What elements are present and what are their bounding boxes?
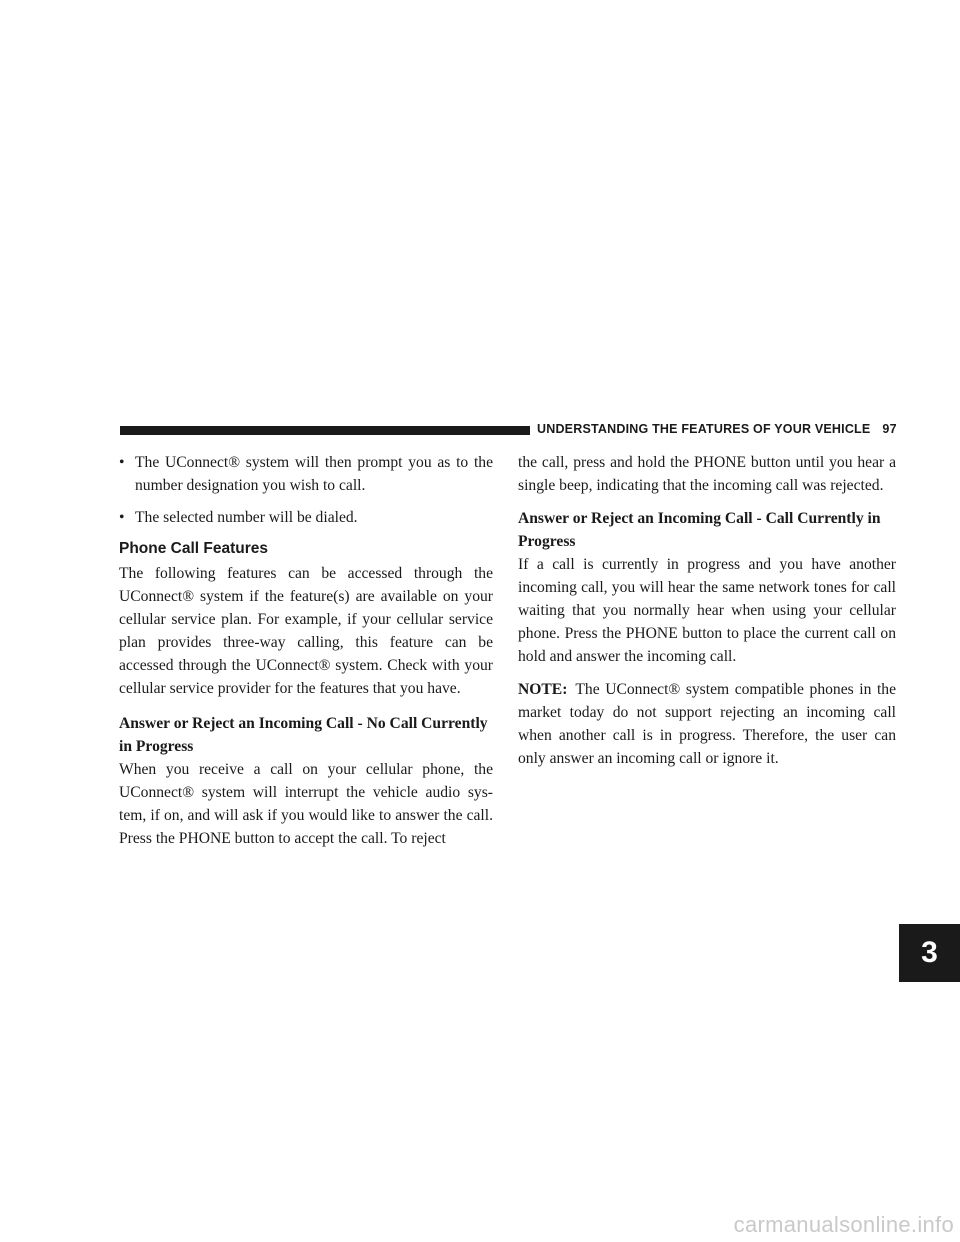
note-label: NOTE: [518, 681, 568, 698]
section-heading: Phone Call Features [119, 540, 269, 557]
page-number: 97 [882, 422, 897, 436]
bullet-icon: • [119, 509, 125, 526]
note-paragraph [518, 678, 896, 770]
right-column [518, 451, 896, 770]
bullet-item [119, 506, 493, 529]
note-text: The UConnect® system compatible phones in the market today do not support rejecting an incoming call when another call is in progress. Therefore, the user can only answer an incoming call or ignore it. [518, 681, 896, 767]
bullet-icon: • [119, 454, 125, 471]
bullet-text: The UConnect® system will then prompt you as to the number designation you wish to call. [135, 454, 493, 494]
paragraph-call-in-progress: If a call is currently in progress and you have another incoming call, you will hear the same network tones for call waiting that you normally hear when using your cellular phone. Press the PHONE button to place the current call on hold and answer the incoming call. [518, 556, 896, 665]
continued-paragraph: the call, press and hold the PHONE button until you hear a single beep, indicating that the incoming call was rejected. [518, 454, 896, 494]
subheading-call-in-progress: Answer or Reject an Incoming Call - Call Currently in Progress [518, 510, 881, 550]
bullet-item [119, 451, 493, 497]
subheading-no-call: Answer or Reject an Incoming Call - No Call Currently in Progress [119, 715, 488, 755]
section-tab: 3 [899, 924, 960, 982]
watermark: carmanualsonline.info [733, 1212, 954, 1237]
bullet-text: The selected number will be dialed. [135, 509, 358, 526]
header-title: UNDERSTANDING THE FEATURES OF YOUR VEHICLE [537, 422, 871, 436]
header-rule [120, 426, 530, 435]
running-header [537, 422, 897, 436]
paragraph-no-call: When you receive a call on your cellular phone, the UConnect® system will interrupt the vehicle audio sys-tem, if on, and will ask if you would like to answer the call. Press the PHONE button to accept the call. To reject [119, 761, 493, 847]
left-column [119, 451, 493, 850]
intro-paragraph: The following features can be accessed through the UConnect® system if the feature(s) are available on your cellular service plan. For example, if your cellular service plan provides three-way calling, this feature can be accessed through the UConnect® system. Check with your cellular service provider for the features that you have. [119, 565, 493, 697]
